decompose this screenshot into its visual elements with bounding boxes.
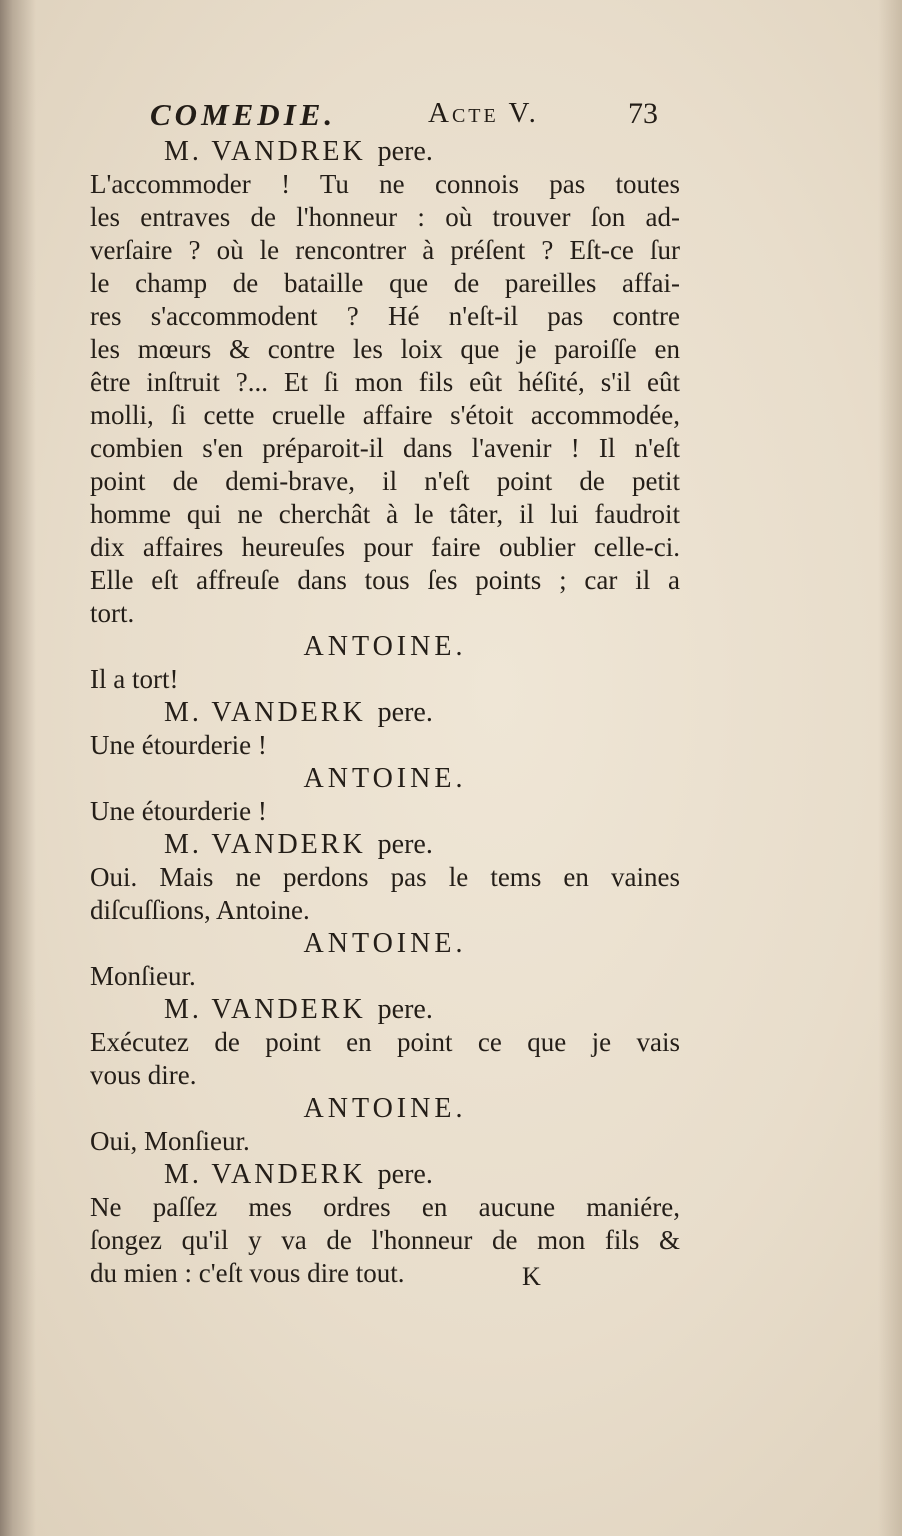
running-title: COMEDIE. (150, 97, 337, 132)
text-line: Oui, Monſieur. (90, 1126, 250, 1156)
speaker-heading (90, 1158, 680, 1191)
speaker-heading (90, 135, 680, 168)
text-line: L'accommoder ! Tu ne connois pas toutes (90, 169, 680, 199)
speaker-name: ANTOINE. (303, 928, 467, 959)
speech (90, 663, 680, 696)
text-line: ſongez qu'il y va de l'honneur de mon fils & (90, 1225, 680, 1255)
speaker-heading (90, 696, 680, 729)
text-line: diſcuſſions, Antoine. (90, 895, 310, 925)
speech (90, 1026, 680, 1092)
speaker-name: ANTOINE. (303, 763, 467, 794)
play-text (90, 135, 680, 1290)
text-line: Il a tort! (90, 664, 179, 694)
text-line: être inſtruit ?... Et ſi mon fils eût héſité, s'il eût (90, 367, 680, 397)
speaker-name: M. VANDERK (164, 994, 366, 1025)
speaker-role: pere. (377, 136, 433, 167)
running-header (150, 97, 680, 139)
speech (90, 960, 680, 993)
text-line: Une étourderie ! (90, 730, 267, 760)
text-line: Elle eſt affreuſe dans tous ſes points ; car il a (90, 565, 680, 595)
speaker-name: M. VANDERK (164, 829, 366, 860)
speaker-heading (90, 1092, 680, 1125)
gutter-shadow (0, 0, 36, 1536)
page-edge (878, 0, 902, 1536)
text-line: Oui. Mais ne perdons pas le tems en vaines (90, 862, 680, 892)
text-line: homme qui ne cherchât à le tâter, il lui faudroit (90, 499, 680, 529)
speaker-heading (90, 993, 680, 1026)
speaker-heading (90, 828, 680, 861)
text-line: point de demi-brave, il n'eſt point de petit (90, 466, 680, 496)
text-line: combien s'en préparoit-il dans l'avenir ! Il n'eſt (90, 433, 680, 463)
text-line: tort. (90, 598, 135, 628)
speaker-name: M. VANDERK (164, 697, 366, 728)
speaker-name: M. VANDREK (164, 136, 366, 167)
speaker-heading (90, 927, 680, 960)
speaker-role: pere. (377, 1159, 433, 1190)
speech (90, 1125, 680, 1158)
act-label: Acte V. (428, 97, 539, 129)
text-line: le champ de bataille que de pareilles affai- (90, 268, 680, 298)
speaker-role: pere. (377, 994, 433, 1025)
text-line: du mien : c'eſt vous dire tout. (90, 1258, 405, 1288)
text-line: res s'accommodent ? Hé n'eſt-il pas contre (90, 301, 680, 331)
page-number: 73 (628, 97, 658, 130)
speech (90, 1191, 680, 1290)
text-line: molli, ſi cette cruelle affaire s'étoit accommodée, (90, 400, 680, 430)
speaker-name: M. VANDERK (164, 1159, 366, 1190)
speech (90, 795, 680, 828)
speaker-heading (90, 762, 680, 795)
speaker-name: ANTOINE. (303, 631, 467, 662)
text-line: dix affaires heureuſes pour faire oublier celle-ci. (90, 532, 680, 562)
text-line: vous dire. (90, 1060, 197, 1090)
speaker-name: ANTOINE. (303, 1093, 467, 1124)
speech (90, 861, 680, 927)
speaker-role: pere. (377, 829, 433, 860)
text-line: Exécutez de point en point ce que je vais (90, 1027, 680, 1057)
text-line: Ne paſſez mes ordres en aucune maniére, (90, 1192, 680, 1222)
text-line: les entraves de l'honneur : où trouver ſon ad- (90, 202, 680, 232)
catchword: K (522, 1262, 541, 1291)
speaker-heading (90, 630, 680, 663)
speaker-role: pere. (377, 697, 433, 728)
speech (90, 168, 680, 630)
text-line: les mœurs & contre les loix que je paroiſſe en (90, 334, 680, 364)
text-line: Monſieur. (90, 961, 196, 991)
speech (90, 729, 680, 762)
text-line: verſaire ? où le rencontrer à préſent ? Eſt-ce ſur (90, 235, 680, 265)
text-line: Une étourderie ! (90, 796, 267, 826)
